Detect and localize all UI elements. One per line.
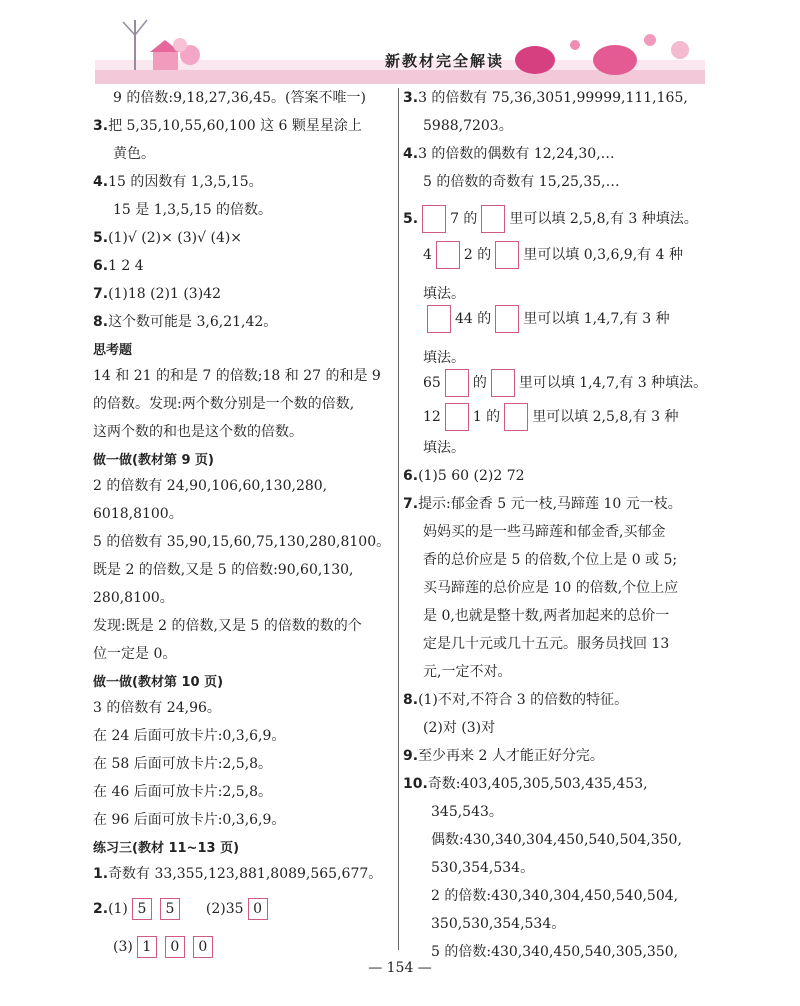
fill-in-line (423, 368, 707, 398)
answer-text: 把 5,35,10,55,60,100 这 6 颗星星涂上 (108, 118, 362, 134)
answer-box (504, 403, 528, 431)
banner-decoration (95, 0, 705, 86)
answer-text: 这两个数的和也是这个数的倍数。 (93, 424, 303, 440)
answer-line (93, 366, 381, 386)
answer-text: 65 (423, 375, 441, 391)
answer-line (93, 172, 263, 192)
answer-line (93, 228, 242, 248)
answer-text: 530,354,534。 (431, 860, 535, 876)
section-line (93, 450, 214, 471)
answer-text: 12 (423, 409, 441, 425)
answer-line (93, 810, 285, 830)
answer-text: 发现:既是 2 的倍数,又是 5 的倍数的数的个 (93, 618, 362, 634)
answer-text: 在 58 后面可放卡片:2,5,8。 (93, 756, 273, 772)
answer-line (431, 802, 503, 822)
answer-line (403, 746, 604, 766)
answer-line (431, 886, 678, 906)
fill-in-line (403, 204, 698, 234)
answer-text: 妈妈买的是一些马蹄莲和郁金香,买郁金 (423, 524, 666, 540)
answer-text: 1 的 (472, 409, 501, 425)
answer-line (423, 522, 665, 542)
answer-text: (3) (113, 939, 133, 955)
item-number: 5. (403, 211, 419, 227)
answer-box (491, 369, 515, 397)
answer-text: (1)5 60 (2)2 72 (418, 468, 525, 484)
answer-box: 0 (248, 898, 268, 920)
item-number: 10. (403, 776, 428, 792)
answer-line (93, 422, 303, 442)
box-answer-line (93, 898, 272, 920)
answer-text: 香的总价应是 5 的倍数,个位上是 0 或 5; (423, 552, 678, 568)
answer-text: (1) (108, 901, 128, 917)
page-number: — 154 — (368, 960, 432, 976)
answer-text: 3 的倍数有 24,96。 (93, 700, 221, 716)
answer-line (93, 616, 362, 636)
answer-line (93, 782, 272, 802)
answer-box: 5 (160, 898, 180, 920)
answer-text: 在 96 后面可放卡片:0,3,6,9。 (93, 812, 286, 828)
section-line (93, 838, 239, 859)
answer-text: 偶数:430,340,304,450,540,504,350, (431, 832, 682, 848)
answer-line (93, 726, 285, 746)
answer-text: 345,543。 (431, 804, 503, 820)
answer-line (403, 88, 688, 108)
answer-text: 定是几十元或几十五元。服务员找回 13 (423, 636, 670, 652)
answer-text: 14 和 21 的和是 7 的倍数;18 和 27 的和是 9 (93, 368, 381, 384)
answer-text: 里可以填 1,4,7,有 3 种填法。 (518, 375, 708, 391)
item-number: 5. (93, 230, 109, 246)
answer-line (93, 698, 221, 718)
answer-line (423, 438, 465, 458)
answer-text: 买马蹄莲的总价应是 10 的倍数,个位上应 (423, 580, 679, 596)
answer-text: 在 46 后面可放卡片:2,5,8。 (93, 784, 273, 800)
answer-text: 2 的倍数有 24,90,106,60,130,280, (93, 478, 328, 494)
answer-line (403, 494, 682, 514)
answer-line (423, 634, 669, 654)
answer-box: 0 (193, 936, 213, 958)
answer-box: 0 (165, 936, 185, 958)
answer-box (427, 305, 451, 333)
answer-text: 5 的倍数的奇数有 15,25,35,… (423, 174, 620, 190)
answer-text: 提示:郁金香 5 元一枝,马蹄莲 10 元一枝。 (418, 496, 682, 512)
answer-line (113, 88, 366, 108)
answer-line (423, 550, 677, 570)
answer-line (423, 662, 511, 682)
answer-line (403, 466, 525, 486)
answer-text: 280,8100。 (93, 590, 174, 606)
item-number: 8. (93, 314, 109, 330)
answer-text: 44 的 (455, 311, 492, 327)
answer-line (93, 504, 183, 524)
answer-text: 2 的 (463, 247, 492, 263)
answer-text: 里可以填 1,4,7,有 3 种 (523, 311, 670, 327)
answer-text: 350,530,354,534。 (431, 916, 566, 932)
answer-text: 黄色。 (113, 146, 155, 162)
answer-line (93, 754, 272, 774)
answer-text: 15 的因数有 1,3,5,15。 (108, 174, 263, 190)
answer-box (495, 305, 519, 333)
answer-text: 的倍数。发现:两个数分别是一个数的倍数, (93, 396, 355, 412)
answer-line (93, 284, 221, 304)
answer-box (436, 241, 460, 269)
answer-line (431, 858, 534, 878)
item-number: 4. (93, 174, 109, 190)
answer-line (423, 284, 465, 304)
answer-box (445, 369, 469, 397)
answer-text: 位一定是 0。 (93, 646, 177, 662)
answer-box: 1 (137, 936, 157, 958)
answer-box (445, 403, 469, 431)
answer-text: 15 是 1,3,5,15 的倍数。 (113, 202, 273, 218)
item-number: 7. (403, 496, 419, 512)
box-answer-line (113, 936, 217, 958)
answer-line (93, 532, 390, 552)
answer-text: 填法。 (423, 350, 465, 366)
item-number: 2. (93, 901, 109, 917)
fill-in-line (423, 402, 679, 432)
answer-text: 在 24 后面可放卡片:0,3,6,9。 (93, 728, 286, 744)
answer-line (93, 394, 354, 414)
answer-text: 9 的倍数:9,18,27,36,45。(答案不唯一) (113, 90, 366, 106)
answer-text: (2)35 (205, 901, 244, 917)
item-number: 3. (403, 90, 419, 106)
answer-text: 里可以填 0,3,6,9,有 4 种 (523, 247, 683, 263)
answer-line (93, 588, 174, 608)
answer-line (431, 830, 682, 850)
item-number: 8. (403, 692, 419, 708)
answer-line (93, 312, 277, 332)
answer-box: 5 (132, 898, 152, 920)
answer-text: 5 的倍数:430,340,450,540,305,350, (431, 944, 679, 960)
answer-line (423, 348, 465, 368)
answer-text: (2)对 (3)对 (423, 720, 496, 736)
answer-text: 里可以填 2,5,8,有 3 种 (532, 409, 679, 425)
answer-line (423, 606, 669, 626)
answer-line (431, 942, 678, 962)
answer-line (423, 172, 620, 192)
section-heading: 练习三(教材 11~13 页) (93, 841, 240, 856)
item-number: 3. (93, 118, 109, 134)
answer-text: (1)√ (2)× (3)√ (4)× (108, 230, 243, 246)
section-line (93, 340, 132, 361)
answer-box (481, 205, 505, 233)
fill-in-line (423, 304, 670, 334)
answer-text: 奇数有 33,355,123,881,8089,565,677。 (108, 866, 383, 882)
page-title: 新教材完全解读 (385, 52, 505, 70)
column-divider (398, 88, 399, 950)
header-banner (95, 0, 705, 86)
answer-line (423, 718, 495, 738)
answer-text: 1 2 4 (108, 258, 144, 274)
answer-text: (1)不对,不符合 3 的倍数的特征。 (418, 692, 629, 708)
answer-text: 既是 2 的倍数,又是 5 的倍数:90,60,130, (93, 562, 354, 578)
answer-text: 3 的倍数的偶数有 12,24,30,… (418, 146, 615, 162)
answer-text: 5988,7203。 (423, 118, 513, 134)
answer-line (93, 476, 327, 496)
answer-line (93, 560, 353, 580)
item-number: 6. (403, 468, 419, 484)
item-number: 4. (403, 146, 419, 162)
answer-text: 奇数:403,405,305,503,435,453, (427, 776, 648, 792)
item-number: 1. (93, 866, 109, 882)
answer-line (93, 256, 144, 276)
item-number: 9. (403, 748, 419, 764)
answer-text: 至少再来 2 人才能正好分完。 (418, 748, 604, 764)
answer-line (423, 116, 513, 136)
answer-line (431, 914, 565, 934)
answer-text: 4 (423, 247, 432, 263)
answer-text: 6018,8100。 (93, 506, 183, 522)
answer-text: (1)18 (2)1 (3)42 (108, 286, 221, 302)
item-number: 7. (93, 286, 109, 302)
answer-text: 里可以填 2,5,8,有 3 种填法。 (509, 211, 698, 227)
answer-text: 3 的倍数有 75,36,3051,99999,111,165, (418, 90, 688, 106)
answer-text: 这个数可能是 3,6,21,42。 (108, 314, 278, 330)
answer-line (93, 864, 382, 884)
answer-text: 元,一定不对。 (423, 664, 512, 680)
answer-line (113, 200, 272, 220)
section-heading: 思考题 (93, 343, 133, 358)
section-heading: 做一做(教材第 9 页) (93, 453, 214, 468)
answer-line (93, 116, 362, 136)
answer-text: 2 的倍数:430,340,304,450,540,504, (431, 888, 679, 904)
answer-text: 填法。 (423, 440, 465, 456)
answer-text: 5 的倍数有 35,90,15,60,75,130,280,8100。 (93, 534, 391, 550)
answer-line (93, 644, 176, 664)
answer-text: 的 (472, 375, 487, 391)
answer-text: 填法。 (423, 286, 465, 302)
answer-text: 是 0,也就是整十数,两者加起来的总价一 (423, 608, 670, 624)
answer-line (403, 144, 615, 164)
answer-line (423, 578, 678, 598)
section-heading: 做一做(教材第 10 页) (93, 675, 224, 690)
fill-in-line (423, 240, 683, 270)
section-line (93, 672, 223, 693)
answer-box (422, 205, 446, 233)
answer-line (113, 144, 155, 164)
answer-line (403, 690, 628, 710)
answer-text: 7 的 (450, 211, 478, 227)
answer-box (495, 241, 519, 269)
item-number: 6. (93, 258, 109, 274)
answer-line (403, 774, 648, 794)
